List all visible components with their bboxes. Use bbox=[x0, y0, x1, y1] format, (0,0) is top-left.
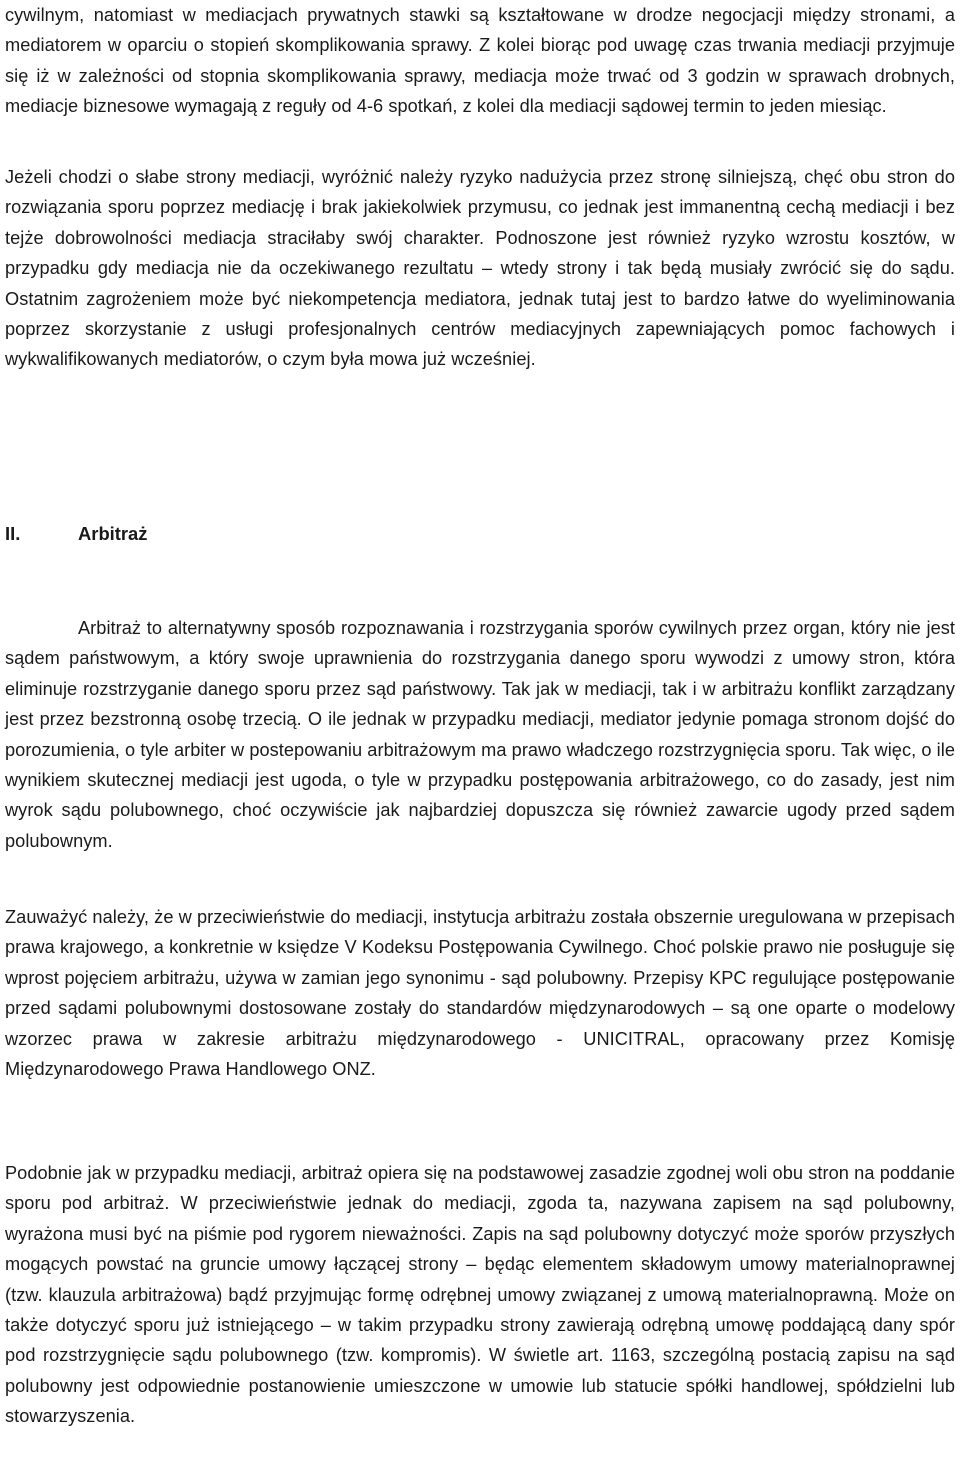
section-title: Arbitraż bbox=[78, 523, 148, 544]
intro-paragraph: cywilnym, natomiast w mediacjach prywatnych stawki są kształtowane w drodze negocjacji między stronami, a mediatorem w oparciu o stopień skomplikowania sprawy. Z kolei biorąc pod uwagę czas trwania mediacji przyjmuje się iż w zależności od stopnia skomplikowania sprawy, mediacja może trwać od 3 godzin w sprawach drobnych, mediacje biznesowe wymagają z reguły od 4-6 spotkań, z kolei dla mediacji sądowej termin to jeden miesiąc. bbox=[5, 5, 955, 117]
arbitration-paragraph-1-text: Arbitraż to alternatywny sposób rozpoznawania i rozstrzygania sporów cywilnych przez organ, który nie jest sądem państwowym, a który swoje uprawnienia do rozstrzygania danego sporu wywodzi z umowy stron, która eliminuje rozstrzyganie danego sporu przez sąd państwowy. Tak jak w mediacji, tak i w arbitrażu konflikt zarządzany jest przez bezstronną osobę trzecią. O ile jednak w przypadku mediacji, mediator jedynie pomaga stronom dojść do porozumienia, o tyle arbiter w postepowaniu arbitrażowym ma prawo władczego rozstrzygnięcia sporu. Tak więc, o ile wynikiem skutecznej mediacji jest ugoda, o tyle w przypadku postępowania arbitrażowego, co do zasady, jest nim wyrok sądu polubownego, choć oczywiście jak najbardziej dopuszcza się również zawarcie ugody przed sądem polubownym. bbox=[5, 618, 955, 851]
arbitration-paragraph-2: Zauważyć należy, że w przeciwieństwie do mediacji, instytucja arbitrażu została obszernie uregulowana w przepisach prawa krajowego, a konkretnie w księdze V Kodeksu Postępowania Cywilnego. Choć polskie prawo nie posługuje się wprost pojęciem arbitrażu, używa w zamian jego synonimu - sąd polubowny. Przepisy KPC regulujące postępowanie przed sądami polubownymi dostosowane zostały do standardów międzynarodowych – są one oparte o modelowy wzorzec prawa w zakresie arbitrażu międzynarodowego - UNICITRAL, opracowany przez Komisję Międzynarodowego Prawa Handlowego ONZ. bbox=[5, 907, 955, 1080]
section-number: II. bbox=[5, 523, 21, 544]
arbitration-paragraph-3: Podobnie jak w przypadku mediacji, arbitraż opiera się na podstawowej zasadzie zgodnej woli obu stron na poddanie sporu pod arbitraż. W przeciwieństwie jednak do mediacji, zgoda ta, nazywana zapisem na sąd polubowny, wyrażona musi być na piśmie pod rygorem nieważności. Zapis na sąd polubowny dotyczyć może sporów przyszłych mogących powstać na gruncie umowy łączącej strony – będąc elementem składowym umowy materialnoprawnej (tzw. klauzula arbitrażowa) bądź przyjmując formę odrębnej umowy związanej z umową materialnoprawną. Może on także dotyczyć sporu już istniejącego – w takim przypadku strony zawierają odrębną umowę poddającą dany spór pod rozstrzygnięcie sądu polubownego (tzw. kompromis). W świetle art. 1163, szczególną postacią zapisu na sąd polubowny jest odpowiednie postanowienie umieszczone w umowie lub statucie spółki handlowej, spółdzielni lub stowarzyszenia. bbox=[5, 1163, 955, 1427]
section-heading bbox=[5, 519, 955, 549]
mediation-weaknesses-paragraph: Jeżeli chodzi o słabe strony mediacji, wyróżnić należy ryzyko nadużycia przez stronę silniejszą, chęć obu stron do rozwiązania sporu poprzez mediację i brak jakiekolwiek przymusu, co jednak jest immanentną cechą mediacji i bez tejże dobrowolności mediacja straciłaby swój charakter. Podnoszone jest również ryzyko wzrostu kosztów, w przypadku gdy mediacja nie da oczekiwanego rezultatu – wtedy strony i tak będą musiały zwrócić się do sądu. Ostatnim zagrożeniem może być niekompetencja mediatora, jednak tutaj jest to bardzo łatwe do wyeliminowania poprzez skorzystanie z usługi profesjonalnych centrów mediacyjnych zapewniających pomoc fachowych i wykwalifikowanych mediatorów, o czym była mowa już wcześniej. bbox=[5, 167, 955, 370]
arbitration-paragraph-1 bbox=[5, 613, 955, 856]
